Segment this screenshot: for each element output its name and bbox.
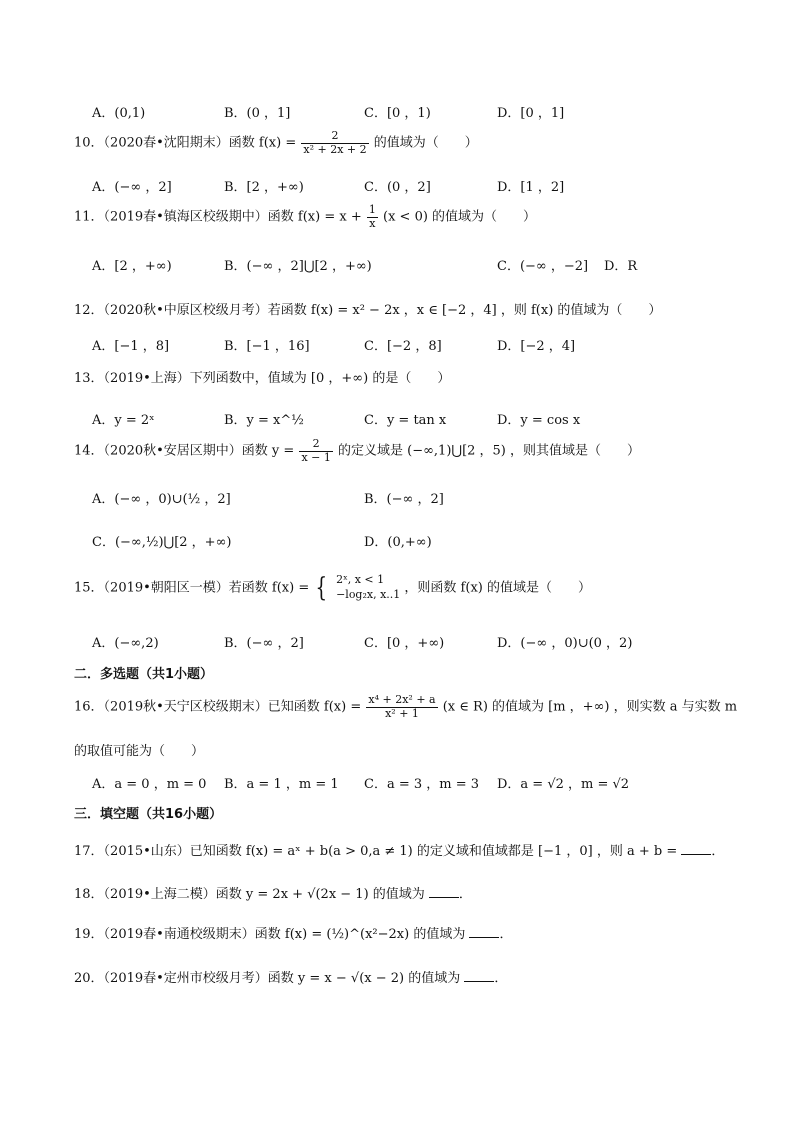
section-heading-multiple-choice: 二．多选题（共1小题） <box>74 667 214 682</box>
q11-option-a: A．[2 ，+∞) <box>92 259 172 274</box>
q15-stem-post: ，则函数 f(x) 的值域是（ ） <box>404 580 591 596</box>
q12-option-a: A．[−1 ，8] <box>92 339 170 354</box>
q11-stem <box>74 204 536 230</box>
q15-option-b: B．(−∞ ，2] <box>224 636 304 651</box>
q9-option-c: C．[0 ，1) <box>364 106 431 121</box>
q10-stem <box>74 130 478 156</box>
section-heading-fill-in: 三．填空题（共16小题） <box>74 807 223 822</box>
q11-option-b: B．(−∞ ，2]⋃[2 ，+∞) <box>224 259 372 274</box>
q10-option-c: C．(0 ，2] <box>364 180 431 195</box>
q11-option-d: D．R <box>604 259 638 274</box>
q10-fraction <box>301 130 368 156</box>
answer-blank[interactable] <box>469 927 499 938</box>
q16-frac-den: x² + 1 <box>385 706 419 720</box>
q16-stem-pre: 16．（2019秋•天宁区校级期末）已知函数 f(x) = <box>74 699 362 715</box>
q10-option-b: B．[2 ，+∞) <box>224 180 304 195</box>
q19-stem <box>74 923 512 942</box>
piecewise-brace: { <box>315 572 328 603</box>
q16-option-c: C．a = 3 ，m = 3 <box>364 777 480 792</box>
q9-option-b: B．(0 ，1] <box>224 106 291 121</box>
q18-stem <box>74 883 472 902</box>
q14-option-c: C．(−∞,½)⋃[2 ，+∞) <box>92 535 232 550</box>
q15-stem <box>74 573 591 603</box>
q16-option-d: D．a = √2 ，m = √2 <box>497 777 630 792</box>
q13-option-b: B．y = x^½ <box>224 413 304 428</box>
q12-stem: 12．（2020秋•中原区校级月考）若函数 f(x) = x² − 2x ，x ∈ [−2 ，4] ，则 f(x) 的值域为（ ） <box>74 303 662 318</box>
q13-option-c: C．y = tan x <box>364 413 447 428</box>
q15-option-d: D．(−∞ ，0)∪(0 ，2) <box>497 636 633 651</box>
q12-option-d: D．[−2 ，4] <box>497 339 576 354</box>
q10-frac-den: x² + 2x + 2 <box>303 142 367 156</box>
q14-option-d: D．(0,+∞) <box>364 535 432 550</box>
q11-stem-pre: 11．（2019春•镇海区校级期中）函数 f(x) = x + <box>74 209 362 225</box>
q17-tail: ． <box>711 844 725 859</box>
q11-frac-den: x <box>369 216 376 230</box>
q20-stem-text: 20．（2019春•定州市校级月考）函数 y = x − √(x − 2) 的值域为 <box>74 971 461 986</box>
q20-stem <box>74 967 507 986</box>
q16-frac-num: x⁴ + 2x² + a <box>368 693 436 706</box>
q16-option-a: A．a = 0 ，m = 0 <box>92 777 207 792</box>
q12-option-b: B．[−1 ，16] <box>224 339 310 354</box>
q10-option-d: D．[1 ，2] <box>497 180 565 195</box>
q16-stem <box>74 694 737 720</box>
q15-case-1: 2ˣ, x < 1 <box>336 573 385 586</box>
q9-option-d: D．[0 ，1] <box>497 106 565 121</box>
q15-stem-pre: 15．（2019•朝阳区一模）若函数 f(x) = <box>74 580 310 596</box>
q10-frac-num: 2 <box>301 130 368 144</box>
q11-fraction <box>367 204 378 230</box>
q15-option-a: A．(−∞,2) <box>92 636 159 651</box>
q17-stem <box>74 840 724 859</box>
q14-stem <box>74 438 640 464</box>
q13-option-d: D．y = cos x <box>497 413 581 428</box>
q19-tail: ． <box>499 927 513 942</box>
q18-tail: ． <box>458 887 472 902</box>
q11-frac-num: 1 <box>368 203 376 216</box>
q9-option-a: A．(0,1) <box>92 106 146 121</box>
q11-stem-post: (x < 0) 的值域为（ ） <box>383 209 537 225</box>
answer-blank[interactable] <box>464 971 494 982</box>
q10-option-a: A．(−∞ ，2] <box>92 180 172 195</box>
q12-option-c: C．[−2 ，8] <box>364 339 442 354</box>
q10-stem-pre: 10．（2020春•沈阳期末）函数 f(x) = <box>74 135 297 151</box>
q18-stem-text: 18．（2019•上海二模）函数 y = 2x + √(2x − 1) 的值域为 <box>74 887 425 902</box>
q14-option-a: A．(−∞ ，0)∪(½ ，2] <box>92 492 231 507</box>
q16-stem-post: (x ∈ R) 的值域为 [m ，+∞) ，则实数 a 与实数 m <box>442 699 738 715</box>
q16-fraction <box>366 694 437 720</box>
q14-stem-pre: 14．（2020秋•安居区期中）函数 y = <box>74 443 295 459</box>
q13-option-a: A．y = 2ˣ <box>92 413 155 428</box>
q10-stem-post: 的值域为（ ） <box>373 135 478 151</box>
q19-stem-text: 19．（2019春•南通校级期末）函数 f(x) = (½)^(x²−2x) 的值域为 <box>74 927 466 942</box>
q16-option-b: B．a = 1 ，m = 1 <box>224 777 339 792</box>
q20-tail: ． <box>494 971 508 986</box>
q15-option-c: C．[0 ，+∞) <box>364 636 445 651</box>
q14-stem-post: 的定义域是 (−∞,1)⋃[2 ，5) ，则其值域是（ ） <box>338 443 641 459</box>
q14-frac-den: x − 1 <box>301 450 331 464</box>
q14-fraction <box>299 438 332 464</box>
q13-stem: 13．（2019•上海）下列函数中，值域为 [0 ，+∞) 的是（ ） <box>74 371 451 386</box>
q15-case-2: −log₂x, x..1 <box>336 587 401 601</box>
q16-stem-line2: 的取值可能为（ ） <box>74 744 205 759</box>
answer-blank[interactable] <box>429 887 459 898</box>
q11-option-c: C．(−∞ ，−2] <box>497 259 589 274</box>
q14-frac-num: 2 <box>299 438 332 452</box>
q17-stem-text: 17．（2015•山东）已知函数 f(x) = aˣ + b(a > 0,a ≠ 1) 的定义域和值域都是 [−1 ，0] ，则 a + b = <box>74 844 678 859</box>
q15-cases <box>336 573 400 603</box>
q14-option-b: B．(−∞ ，2] <box>364 492 444 507</box>
answer-blank[interactable] <box>681 844 711 855</box>
